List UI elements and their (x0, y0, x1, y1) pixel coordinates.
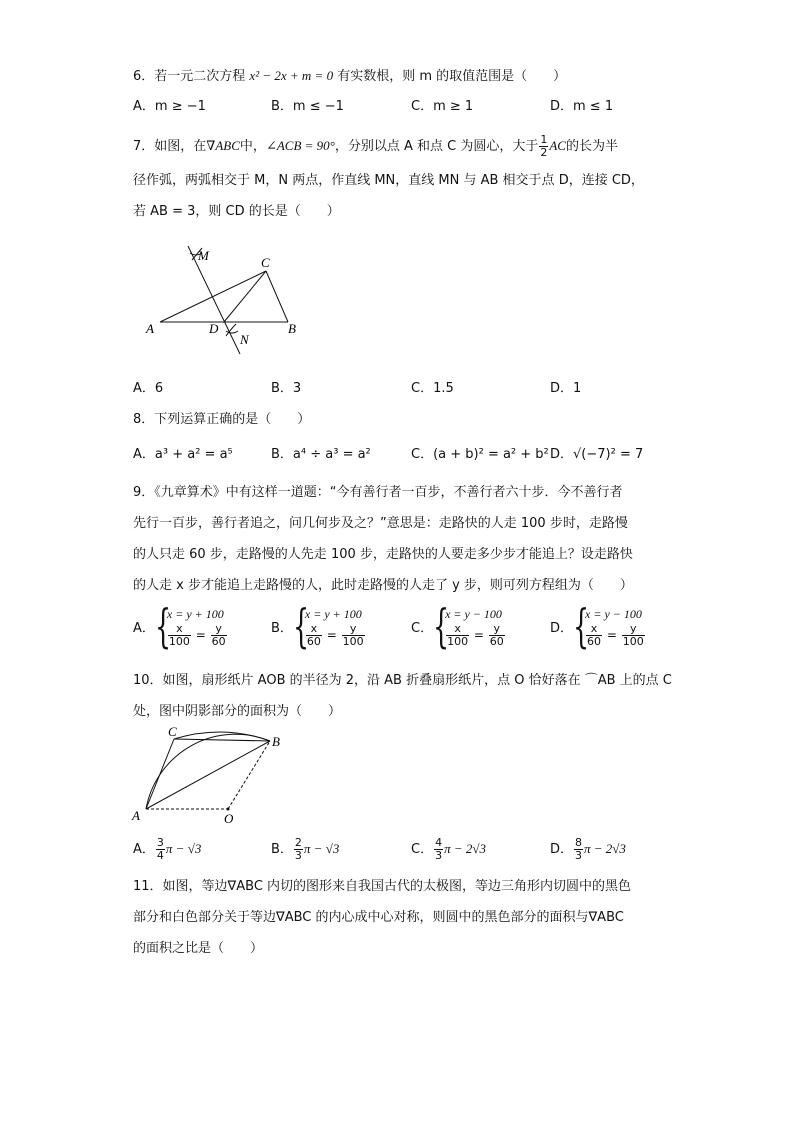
q10-segment-ab (146, 741, 270, 809)
q9-option-d-system: x = y − 100 $\frac{x}{60}$ = $\frac{y}{100}$ (585, 606, 644, 648)
q9-c-num1: x (446, 623, 469, 636)
q7-label-m: M (198, 248, 209, 263)
q8-option-a[interactable]: A．a³ + a² = a⁵ (133, 447, 233, 462)
q9-a-num1: x (168, 623, 191, 636)
q6-stem-suffix: 有实数根，则 m 的取值范围是（ ） (337, 69, 567, 84)
q6-stem-prefix: 6．若一元二次方程 (133, 69, 246, 84)
q7-stem-line3: 若 AB = 3，则 CD 的长是（ ） (133, 204, 340, 219)
q10-label-b: B (272, 734, 280, 749)
q9-d-num2: y (622, 623, 645, 636)
q6-stem (133, 67, 566, 86)
q11-stem-line1: 11．如图，等边∇ABC 内切的图形来自我国古代的太极图，等边三角形内切圆中的黑色 (133, 879, 632, 894)
q7-text: ，分别以点 A 和点 C 为圆心，大于 (334, 139, 539, 154)
q10-option-a-label: A． (133, 842, 155, 857)
q7-arc-n2 (226, 331, 238, 333)
q10-segment-ob (228, 741, 270, 809)
q9-stem-line2: 先行一百步，善行者追之，问几何步及之？”意思是：走路快的人走 100 步时，走路慢 (133, 516, 628, 531)
q7-stem-line1 (133, 134, 618, 159)
q7-ac: AC (549, 138, 566, 153)
q10-segment-cb (174, 739, 270, 741)
q9-option-c-eq1: x = y − 100 (445, 606, 502, 621)
q9-d-num1: x (586, 623, 602, 636)
q7-fraction (539, 134, 548, 159)
q9-c-num2: y (489, 623, 505, 636)
q9-brace: { (573, 599, 590, 653)
q10-option-b-label: B． (271, 842, 293, 857)
q9-c-den2: 60 (489, 634, 504, 648)
q7-stem-line2: 径作弧，两弧相交于 M，N 两点，作直线 MN，直线 MN 与 AB 相交于点 D，连接 CD， (133, 173, 644, 188)
q8-option-c[interactable]: C．(a + b)² = a² + b² (411, 447, 549, 462)
q9-d-den2: 100 (622, 634, 644, 648)
q9-option-a-system: x = y + 100 $\frac{x}{100}$ = $\frac{y}{60}$ (166, 606, 226, 648)
q9-option-a[interactable] (133, 599, 228, 653)
q9-a-den1: 100 (168, 634, 190, 648)
q8-option-b[interactable]: B．a⁴ ÷ a³ = a² (271, 447, 371, 462)
q7-text: 的长为半 (565, 139, 618, 154)
q9-a-num2: y (211, 623, 227, 636)
q10-c-den: 3 (435, 849, 443, 862)
q8-option-d[interactable]: D．√(−7)² = 7 (550, 447, 644, 462)
q9-option-d[interactable] (550, 599, 646, 653)
q9-b-den1: 60 (306, 634, 321, 648)
q6-option-b[interactable]: B．m ≤ −1 (271, 99, 344, 114)
q9-option-c[interactable] (411, 599, 506, 653)
q10-option-d-label: D． (550, 842, 574, 857)
q6-option-d[interactable]: D．m ≤ 1 (550, 99, 614, 114)
q9-option-d-label: D． (550, 620, 574, 636)
q10-label-a: A (132, 808, 140, 823)
q9-stem-line3: 的人只走 60 步，走路慢的人先走 100 步，走路快的人要走多少步才能追上？设走路快 (133, 547, 633, 562)
q10-a-den: 4 (156, 849, 164, 862)
q7-segment-cb (266, 271, 288, 322)
q7-label-n: N (240, 332, 249, 347)
q7-line-mn (188, 246, 240, 354)
q10-segment-ac (146, 739, 174, 809)
q9-a-den2: 60 (211, 634, 226, 648)
q7-label-a: A (146, 321, 154, 336)
q9-d-den1: 60 (587, 634, 602, 648)
q9-b-num2: y (342, 623, 365, 636)
q10-b-rest: π − √3 (303, 841, 340, 856)
q9-stem-line1: 9．《九章算术》中有这样一道题：“今有善行者一百步，不善行者六十步．今不善行者 (133, 485, 623, 500)
q9-c-den1: 100 (447, 634, 469, 648)
q9-b-den2: 100 (342, 634, 364, 648)
q7-option-b[interactable]: B．3 (271, 381, 302, 396)
q9-brace: { (154, 599, 172, 653)
q10-stem-line1: 10．如图，扇形纸片 AOB 的半径为 2，沿 AB 折叠扇形纸片，点 O 恰好落在 ⌒AB 上的点 C (133, 673, 672, 688)
q9-brace: { (433, 599, 450, 653)
q7-option-a[interactable]: A．6 (133, 381, 164, 396)
q7-figure (140, 240, 310, 360)
q7-angle: ∠ACB = 90° (265, 138, 335, 153)
q10-option-b[interactable] (271, 836, 339, 863)
q7-label-d: D (209, 321, 219, 336)
q10-arc-ab (146, 734, 270, 809)
q9-option-b-label: B． (271, 620, 293, 636)
q10-option-c[interactable] (411, 836, 486, 863)
q10-label-c: C (168, 726, 177, 739)
q9-b-num1: x (306, 623, 322, 636)
q10-a-rest: π − √3 (165, 841, 202, 856)
q10-stem-line2: 处，图中阴影部分的面积为（ ） (133, 704, 342, 719)
q10-figure (128, 726, 298, 828)
q10-b-num: 2 (294, 836, 302, 849)
q7-triangle: ∇ABC (206, 138, 240, 153)
q10-option-d[interactable] (550, 836, 626, 863)
q7-segment-ac (160, 271, 266, 322)
q7-option-c[interactable]: C．1.5 (411, 381, 454, 396)
q9-option-b[interactable] (271, 599, 366, 653)
q7-label-c: C (261, 255, 270, 270)
q10-c-num: 4 (435, 836, 443, 849)
q10-d-den: 3 (575, 849, 583, 862)
q9-option-d-eq1: x = y − 100 (585, 606, 642, 621)
q9-stem-line4: 的人走 x 步才能追上走路慢的人，此时走路慢的人走了 y 步，则可列方程组为（ ） (133, 578, 633, 593)
q9-option-c-label: C． (411, 620, 434, 636)
q7-option-d[interactable]: D．1 (550, 381, 582, 396)
q10-a-num: 3 (156, 836, 164, 849)
q11-stem-line3: 的面积之比是（ ） (133, 941, 264, 956)
q9-option-a-label: A． (133, 620, 155, 636)
q10-option-a[interactable] (133, 836, 201, 863)
q10-d-rest: π − 2√3 (584, 841, 626, 856)
q11-stem-line2: 部分和白色部分关于等边∇ABC 的内心成中心对称，则圆中的黑色部分的面积与∇ABC (133, 910, 624, 925)
q6-equation: x² − 2x + m = 0 (249, 68, 334, 83)
q10-b-den: 3 (294, 849, 302, 862)
q6-option-c[interactable]: C．m ≥ 1 (411, 99, 474, 114)
q8-stem: 8．下列运算正确的是（ ） (133, 412, 311, 427)
q7-label-b: B (288, 321, 296, 336)
q9-option-b-system: x = y + 100 $\frac{x}{60}$ = $\frac{y}{100}$ (304, 606, 364, 648)
q10-label-o: O (224, 811, 234, 826)
q7-segment-cd (224, 271, 266, 322)
q10-option-c-label: C． (411, 842, 434, 857)
q7-text: 7．如图，在 (133, 139, 207, 154)
q7-frac-den: 2 (540, 146, 548, 159)
q9-option-b-eq1: x = y + 100 (304, 606, 362, 621)
q9-option-c-system: x = y − 100 $\frac{x}{100}$ = $\frac{y}{60}$ (445, 606, 504, 648)
q7-frac-num: 1 (540, 133, 548, 146)
q10-d-num: 8 (575, 836, 583, 849)
q9-option-a-eq1: x = y + 100 (166, 606, 224, 621)
q7-text: 中， (239, 139, 266, 154)
q10-c-rest: π − 2√3 (444, 841, 486, 856)
q6-option-a[interactable]: A．m ≥ −1 (133, 99, 206, 114)
q9-brace: { (292, 599, 310, 653)
